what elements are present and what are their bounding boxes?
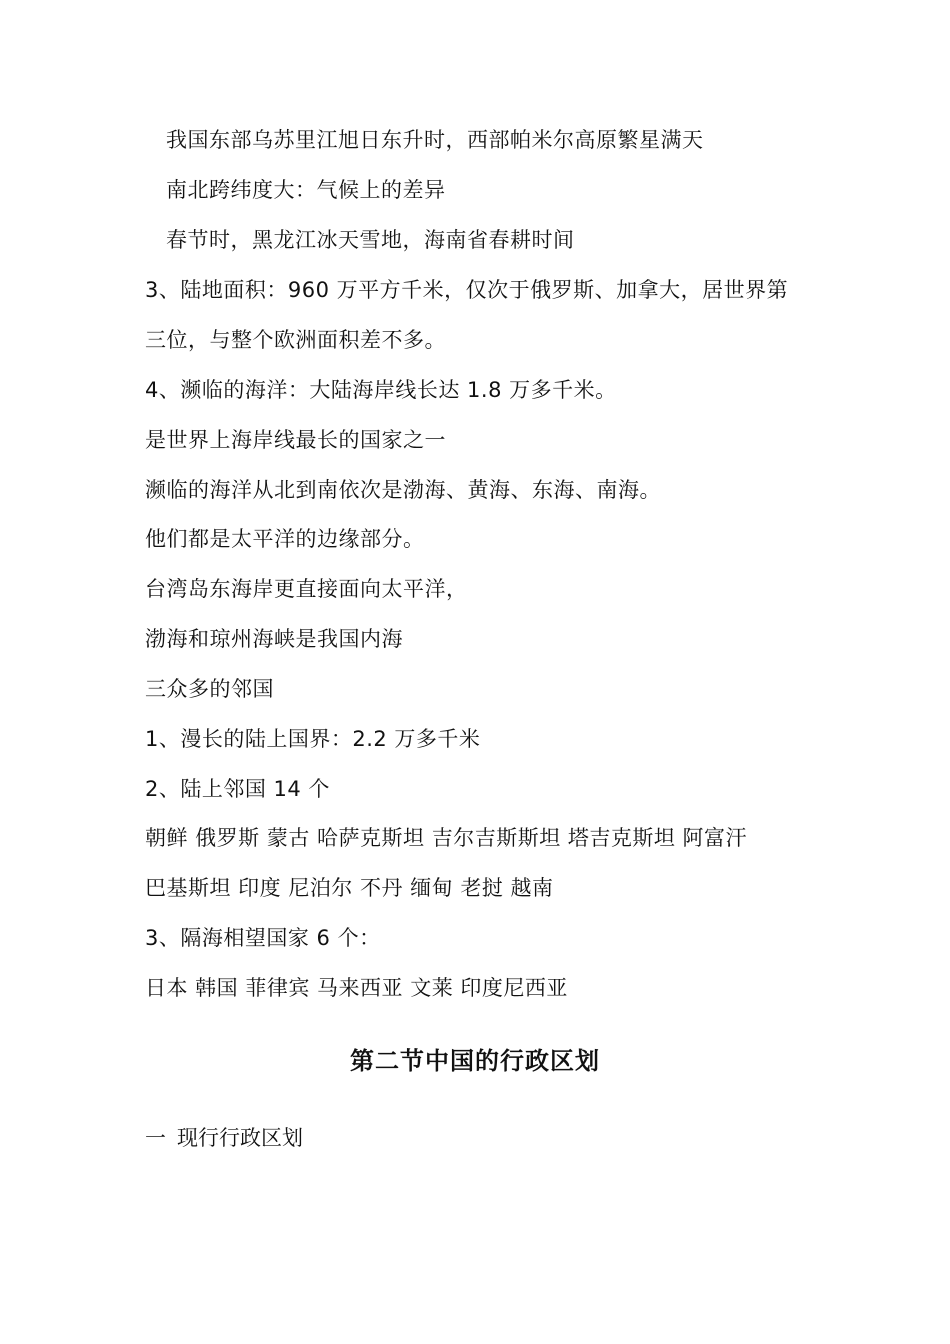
text-line: 朝鲜 俄罗斯 蒙古 哈萨克斯坦 吉尔吉斯斯坦 塔吉克斯坦 阿富汗 xyxy=(145,826,748,850)
text-line: 2、陆上邻国 14 个 xyxy=(145,777,330,801)
text-line: 台湾岛东海岸更直接面向太平洋， xyxy=(145,577,468,601)
text-line: 1、漫长的陆上国界：2.2 万多千米 xyxy=(145,727,481,751)
text-line: 三众多的邻国 xyxy=(145,677,274,701)
text-line: 是世界上海岸线最长的国家之一 xyxy=(145,428,446,452)
sub-heading-text: 现行行政区划 xyxy=(177,1126,303,1150)
text-line: 三位，与整个欧洲面积差不多。 xyxy=(145,328,446,352)
sub-heading xyxy=(145,1123,303,1153)
text-line: 日本 韩国 菲律宾 马来西亚 文莱 印度尼西亚 xyxy=(145,976,568,1000)
text-line: 他们都是太平洋的边缘部分。 xyxy=(145,527,425,551)
text-line: 3、隔海相望国家 6 个： xyxy=(145,926,381,950)
text-line: 南北跨纬度大：气候上的差异 xyxy=(166,178,446,202)
text-line: 濒临的海洋从北到南依次是渤海、黄海、东海、南海。 xyxy=(145,478,661,502)
text-line: 我国东部乌苏里江旭日东升时，西部帕米尔高原繁星满天 xyxy=(166,128,704,152)
text-line: 巴基斯坦 印度 尼泊尔 不丹 缅甸 老挝 越南 xyxy=(145,876,554,900)
text-line: 4、濒临的海洋：大陆海岸线长达 1.8 万多千米。 xyxy=(145,378,617,402)
sub-heading-number: 一 xyxy=(145,1126,166,1150)
text-line: 春节时，黑龙江冰天雪地，海南省春耕时间 xyxy=(166,228,575,252)
text-line: 3、陆地面积：960 万平方千米，仅次于俄罗斯、加拿大，居世界第 xyxy=(145,278,789,302)
text-line: 渤海和琼州海峡是我国内海 xyxy=(145,627,403,651)
section-title: 第二节中国的行政区划 xyxy=(350,1047,600,1075)
